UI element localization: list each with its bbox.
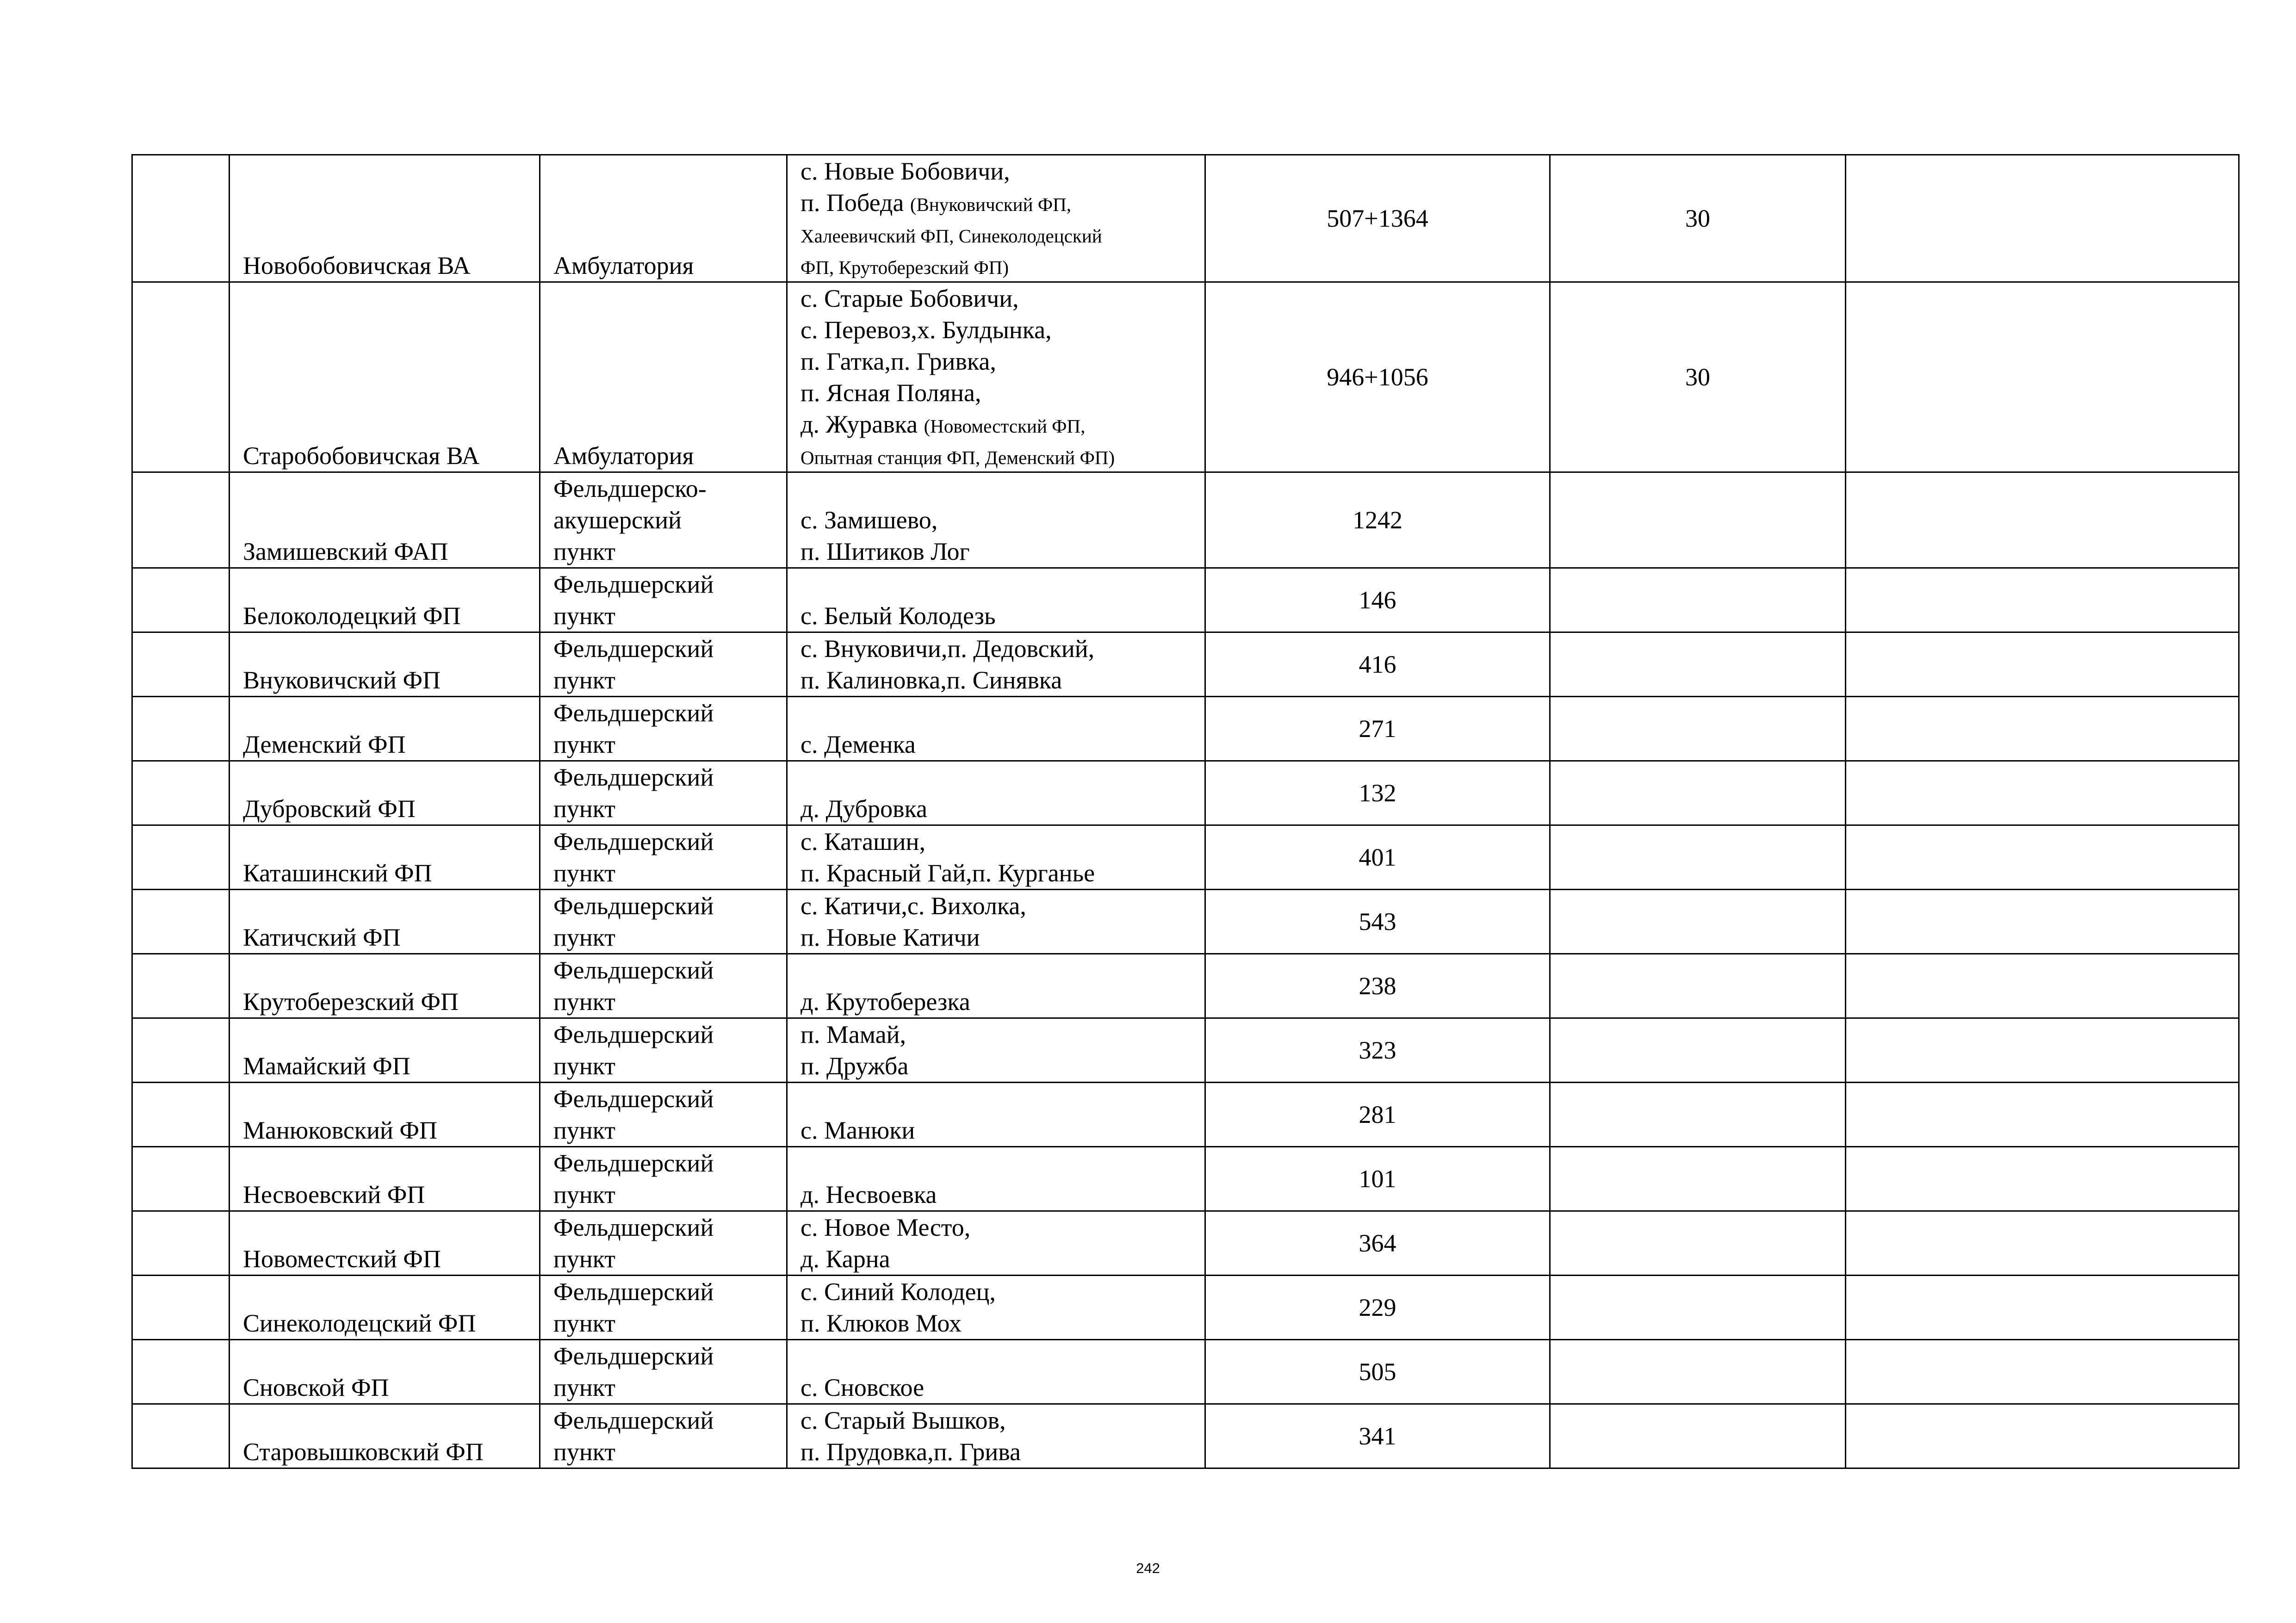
settlement-line bbox=[800, 1243, 1191, 1275]
settlement-line bbox=[800, 890, 1191, 922]
served-settlements-cell bbox=[787, 155, 1205, 282]
settlement-line bbox=[800, 857, 1191, 889]
table-body bbox=[132, 155, 2239, 1468]
population-cell: 323 bbox=[1205, 1018, 1550, 1083]
settlement-note: Опытная станция ФП, Деменский ФП) bbox=[800, 447, 1115, 468]
facility-name-cell: Старобобовичская ВА bbox=[230, 282, 540, 472]
row-number-cell bbox=[132, 472, 230, 568]
facility-type-line: пункт bbox=[553, 1374, 615, 1401]
facilities-table bbox=[131, 154, 2240, 1469]
facility-type-cell bbox=[540, 954, 787, 1018]
settlement-text: с. Внуковичи,п. Дедовский, bbox=[800, 635, 1095, 663]
facility-type-line: Амбулатория bbox=[553, 252, 694, 279]
facility-type-line: пункт bbox=[553, 988, 615, 1016]
settlement-text: с. Сновское bbox=[800, 1374, 925, 1401]
settlement-line bbox=[800, 826, 1191, 857]
settlement-text: п. Новые Катичи bbox=[800, 923, 980, 951]
capacity-cell bbox=[1550, 825, 1846, 890]
settlement-text: д. Журавка bbox=[800, 410, 924, 438]
table-row bbox=[132, 1211, 2239, 1276]
facility-type-line: Фельдшерский bbox=[553, 763, 714, 791]
settlement-line bbox=[800, 1115, 1191, 1146]
notes-cell bbox=[1846, 954, 2239, 1018]
settlement-line bbox=[800, 922, 1191, 953]
settlement-line bbox=[800, 729, 1191, 760]
row-number-cell bbox=[132, 1018, 230, 1083]
row-number-cell bbox=[132, 282, 230, 472]
settlement-note: Халеевичский ФП, Синеколодецский bbox=[800, 225, 1102, 247]
notes-cell bbox=[1846, 472, 2239, 568]
settlement-text: д. Крутоберезка bbox=[800, 988, 970, 1016]
facility-type-line: пункт bbox=[553, 666, 615, 694]
facility-type-cell bbox=[540, 825, 787, 890]
capacity-cell bbox=[1550, 632, 1846, 697]
notes-cell bbox=[1846, 1276, 2239, 1340]
facility-type-cell bbox=[540, 282, 787, 472]
facility-type-line: пункт bbox=[553, 1116, 615, 1144]
facility-type-cell bbox=[540, 1018, 787, 1083]
settlement-note: (Внуковичский ФП, bbox=[910, 194, 1072, 215]
served-settlements-cell bbox=[787, 568, 1205, 632]
notes-cell bbox=[1846, 155, 2239, 282]
population-cell: 1242 bbox=[1205, 472, 1550, 568]
served-settlements-cell bbox=[787, 1404, 1205, 1468]
row-number-cell bbox=[132, 697, 230, 761]
settlement-line bbox=[800, 1307, 1191, 1339]
capacity-cell bbox=[1550, 954, 1846, 1018]
served-settlements-cell bbox=[787, 1276, 1205, 1340]
population-cell: 505 bbox=[1205, 1340, 1550, 1404]
table-row bbox=[132, 472, 2239, 568]
table-row bbox=[132, 568, 2239, 632]
facility-type-line: пункт bbox=[553, 1245, 615, 1273]
table-row bbox=[132, 282, 2239, 472]
notes-cell bbox=[1846, 825, 2239, 890]
capacity-cell bbox=[1550, 1083, 1846, 1147]
served-settlements-cell bbox=[787, 697, 1205, 761]
facility-name-cell: Крутоберезский ФП bbox=[230, 954, 540, 1018]
settlement-text: п. Победа bbox=[800, 189, 910, 217]
facility-type-line: Фельдшерский bbox=[553, 1278, 714, 1306]
settlement-line bbox=[800, 793, 1191, 824]
facility-type-cell bbox=[540, 1340, 787, 1404]
settlement-text: д. Дубровка bbox=[800, 795, 927, 823]
facility-type-line: пункт bbox=[553, 859, 615, 887]
facility-type-cell bbox=[540, 1147, 787, 1211]
population-cell: 946+1056 bbox=[1205, 282, 1550, 472]
settlement-text: п. Шитиков Лог bbox=[800, 538, 970, 565]
table-row bbox=[132, 1083, 2239, 1147]
notes-cell bbox=[1846, 1404, 2239, 1468]
capacity-cell: 30 bbox=[1550, 155, 1846, 282]
served-settlements-cell bbox=[787, 472, 1205, 568]
facility-name-cell: Мамайский ФП bbox=[230, 1018, 540, 1083]
facility-type-cell bbox=[540, 155, 787, 282]
population-cell: 101 bbox=[1205, 1147, 1550, 1211]
table-row bbox=[132, 761, 2239, 825]
capacity-cell bbox=[1550, 472, 1846, 568]
settlement-line bbox=[800, 633, 1191, 664]
settlement-line bbox=[800, 1276, 1191, 1307]
settlement-line bbox=[800, 504, 1191, 536]
settlement-line bbox=[800, 250, 1191, 281]
settlement-text: п. Прудовка,п. Грива bbox=[800, 1438, 1021, 1466]
page-number: 242 bbox=[1136, 1560, 1160, 1576]
population-cell: 364 bbox=[1205, 1211, 1550, 1276]
settlement-line bbox=[800, 1050, 1191, 1082]
row-number-cell bbox=[132, 890, 230, 954]
facility-name-cell: Новоместский ФП bbox=[230, 1211, 540, 1276]
settlement-text: п. Красный Гай,п. Курганье bbox=[800, 859, 1095, 887]
population-cell: 416 bbox=[1205, 632, 1550, 697]
row-number-cell bbox=[132, 825, 230, 890]
facility-name-cell: Сновской ФП bbox=[230, 1340, 540, 1404]
facility-name-cell: Несвоевский ФП bbox=[230, 1147, 540, 1211]
notes-cell bbox=[1846, 1340, 2239, 1404]
settlement-line bbox=[800, 986, 1191, 1017]
settlement-text: с. Замишево, bbox=[800, 506, 938, 534]
settlement-text: п. Ясная Поляна, bbox=[800, 379, 981, 407]
facility-type-line: пункт bbox=[553, 731, 615, 758]
population-cell: 543 bbox=[1205, 890, 1550, 954]
row-number-cell bbox=[132, 1083, 230, 1147]
row-number-cell bbox=[132, 1404, 230, 1468]
row-number-cell bbox=[132, 761, 230, 825]
served-settlements-cell bbox=[787, 1147, 1205, 1211]
facility-type-line: Фельдшерский bbox=[553, 699, 714, 727]
facility-type-cell bbox=[540, 1211, 787, 1276]
facility-type-cell bbox=[540, 761, 787, 825]
settlement-line bbox=[800, 1019, 1191, 1050]
settlement-line bbox=[800, 440, 1191, 471]
row-number-cell bbox=[132, 1276, 230, 1340]
population-cell: 281 bbox=[1205, 1083, 1550, 1147]
population-cell: 229 bbox=[1205, 1276, 1550, 1340]
facility-type-line: Фельдшерский bbox=[553, 1149, 714, 1177]
row-number-cell bbox=[132, 568, 230, 632]
row-number-cell bbox=[132, 1340, 230, 1404]
table-row bbox=[132, 1147, 2239, 1211]
settlement-text: п. Дружба bbox=[800, 1052, 909, 1080]
settlement-text: с. Катичи,с. Вихолка, bbox=[800, 892, 1026, 920]
population-cell: 132 bbox=[1205, 761, 1550, 825]
facility-type-cell bbox=[540, 890, 787, 954]
served-settlements-cell bbox=[787, 632, 1205, 697]
settlement-text: п. Клюков Мох bbox=[800, 1309, 962, 1337]
table-row bbox=[132, 890, 2239, 954]
notes-cell bbox=[1846, 761, 2239, 825]
facility-name-cell: Новобобовичская ВА bbox=[230, 155, 540, 282]
row-number-cell bbox=[132, 1147, 230, 1211]
facility-type-cell bbox=[540, 472, 787, 568]
facility-type-line: Фельдшерский bbox=[553, 1021, 714, 1048]
settlement-text: с. Старые Бобовичи, bbox=[800, 285, 1019, 312]
facility-type-cell bbox=[540, 1083, 787, 1147]
table-row bbox=[132, 697, 2239, 761]
facility-type-line: Фельдшерский bbox=[553, 1342, 714, 1370]
settlement-text: п. Гатка,п. Гривка, bbox=[800, 347, 996, 375]
served-settlements-cell bbox=[787, 282, 1205, 472]
facility-type-line: Фельдшерско- bbox=[553, 475, 707, 502]
settlement-line bbox=[800, 409, 1191, 440]
facility-name-cell: Катичский ФП bbox=[230, 890, 540, 954]
settlement-line bbox=[800, 1436, 1191, 1468]
served-settlements-cell bbox=[787, 890, 1205, 954]
settlement-line bbox=[800, 218, 1191, 250]
notes-cell bbox=[1846, 568, 2239, 632]
facility-name-cell: Старовышковский ФП bbox=[230, 1404, 540, 1468]
facility-type-line: пункт bbox=[553, 1309, 615, 1337]
notes-cell bbox=[1846, 282, 2239, 472]
capacity-cell bbox=[1550, 761, 1846, 825]
capacity-cell bbox=[1550, 1147, 1846, 1211]
facility-type-line: Фельдшерский bbox=[553, 1406, 714, 1434]
settlement-text: с. Белый Колодезь bbox=[800, 602, 996, 630]
capacity-cell bbox=[1550, 697, 1846, 761]
facility-name-cell: Синеколодецский ФП bbox=[230, 1276, 540, 1340]
settlement-line bbox=[800, 187, 1191, 218]
table-row bbox=[132, 1404, 2239, 1468]
facility-type-line: пункт bbox=[553, 795, 615, 823]
facility-name-cell: Замишевский ФАП bbox=[230, 472, 540, 568]
served-settlements-cell bbox=[787, 1340, 1205, 1404]
facility-name-cell: Белоколодецкий ФП bbox=[230, 568, 540, 632]
settlement-text: с. Перевоз,х. Булдынка, bbox=[800, 316, 1052, 344]
facility-type-line: Фельдшерский bbox=[553, 956, 714, 984]
facility-name-cell: Каташинский ФП bbox=[230, 825, 540, 890]
notes-cell bbox=[1846, 632, 2239, 697]
facility-type-line: акушерский bbox=[553, 506, 682, 534]
settlement-text: с. Синий Колодец, bbox=[800, 1278, 996, 1306]
facility-type-line: пункт bbox=[553, 1052, 615, 1080]
notes-cell bbox=[1846, 890, 2239, 954]
notes-cell bbox=[1846, 1083, 2239, 1147]
settlement-text: с. Деменка bbox=[800, 731, 916, 758]
population-cell: 401 bbox=[1205, 825, 1550, 890]
served-settlements-cell bbox=[787, 825, 1205, 890]
table-row bbox=[132, 155, 2239, 282]
settlement-line bbox=[800, 377, 1191, 409]
settlement-text: д. Несвоевка bbox=[800, 1181, 937, 1208]
row-number-cell bbox=[132, 954, 230, 1018]
capacity-cell bbox=[1550, 1404, 1846, 1468]
settlement-line bbox=[800, 664, 1191, 696]
facility-type-line: Амбулатория bbox=[553, 442, 694, 470]
facility-type-line: пункт bbox=[553, 1181, 615, 1208]
facility-name-cell: Деменский ФП bbox=[230, 697, 540, 761]
settlement-line bbox=[800, 155, 1191, 187]
capacity-cell bbox=[1550, 890, 1846, 954]
settlement-text: с. Каташин, bbox=[800, 828, 925, 855]
facility-type-line: Фельдшерский bbox=[553, 1085, 714, 1113]
facility-type-line: пункт bbox=[553, 923, 615, 951]
facility-type-cell bbox=[540, 568, 787, 632]
settlement-line bbox=[800, 1179, 1191, 1210]
settlement-line bbox=[800, 346, 1191, 377]
table-row bbox=[132, 954, 2239, 1018]
facility-type-line: Фельдшерский bbox=[553, 635, 714, 663]
facility-type-line: пункт bbox=[553, 538, 615, 565]
capacity-cell bbox=[1550, 1018, 1846, 1083]
facility-name-cell: Дубровский ФП bbox=[230, 761, 540, 825]
table-row bbox=[132, 632, 2239, 697]
settlement-line bbox=[800, 600, 1191, 632]
settlement-text: п. Калиновка,п. Синявка bbox=[800, 666, 1062, 694]
population-cell: 341 bbox=[1205, 1404, 1550, 1468]
facility-type-line: пункт bbox=[553, 1438, 615, 1466]
facility-type-line: Фельдшерский bbox=[553, 1214, 714, 1241]
population-cell: 146 bbox=[1205, 568, 1550, 632]
settlement-text: с. Манюки bbox=[800, 1116, 915, 1144]
facility-type-line: Фельдшерский bbox=[553, 570, 714, 598]
capacity-cell bbox=[1550, 1276, 1846, 1340]
population-cell: 271 bbox=[1205, 697, 1550, 761]
facility-type-line: пункт bbox=[553, 602, 615, 630]
served-settlements-cell bbox=[787, 954, 1205, 1018]
table-row bbox=[132, 1340, 2239, 1404]
settlement-text: с. Новое Место, bbox=[800, 1214, 971, 1241]
facility-name-cell: Внуковичский ФП bbox=[230, 632, 540, 697]
settlement-line bbox=[800, 283, 1191, 314]
population-cell: 507+1364 bbox=[1205, 155, 1550, 282]
row-number-cell bbox=[132, 632, 230, 697]
capacity-cell bbox=[1550, 1211, 1846, 1276]
settlement-text: с. Новые Бобовичи, bbox=[800, 157, 1010, 185]
notes-cell bbox=[1846, 1211, 2239, 1276]
table-row bbox=[132, 1018, 2239, 1083]
served-settlements-cell bbox=[787, 761, 1205, 825]
notes-cell bbox=[1846, 697, 2239, 761]
facility-type-cell bbox=[540, 1276, 787, 1340]
settlement-text: с. Старый Вышков, bbox=[800, 1406, 1006, 1434]
served-settlements-cell bbox=[787, 1211, 1205, 1276]
settlement-note: ФП, Крутоберезский ФП) bbox=[800, 257, 1009, 278]
row-number-cell bbox=[132, 1211, 230, 1276]
capacity-cell bbox=[1550, 1340, 1846, 1404]
settlement-line bbox=[800, 1212, 1191, 1243]
notes-cell bbox=[1846, 1018, 2239, 1083]
capacity-cell bbox=[1550, 568, 1846, 632]
facility-type-cell bbox=[540, 1404, 787, 1468]
facility-type-cell bbox=[540, 697, 787, 761]
capacity-cell: 30 bbox=[1550, 282, 1846, 472]
settlement-line bbox=[800, 1372, 1191, 1403]
notes-cell bbox=[1846, 1147, 2239, 1211]
table-row bbox=[132, 1276, 2239, 1340]
settlement-line bbox=[800, 536, 1191, 567]
population-cell: 238 bbox=[1205, 954, 1550, 1018]
facility-type-line: Фельдшерский bbox=[553, 892, 714, 920]
served-settlements-cell bbox=[787, 1083, 1205, 1147]
settlement-note: (Новоместский ФП, bbox=[924, 415, 1086, 437]
table-row bbox=[132, 825, 2239, 890]
served-settlements-cell bbox=[787, 1018, 1205, 1083]
facility-type-cell bbox=[540, 632, 787, 697]
facility-name-cell: Манюковский ФП bbox=[230, 1083, 540, 1147]
settlement-text: п. Мамай, bbox=[800, 1021, 906, 1048]
settlement-line bbox=[800, 1405, 1191, 1436]
settlement-text: д. Карна bbox=[800, 1245, 890, 1273]
settlement-line bbox=[800, 314, 1191, 346]
row-number-cell bbox=[132, 155, 230, 282]
facility-type-line: Фельдшерский bbox=[553, 828, 714, 855]
